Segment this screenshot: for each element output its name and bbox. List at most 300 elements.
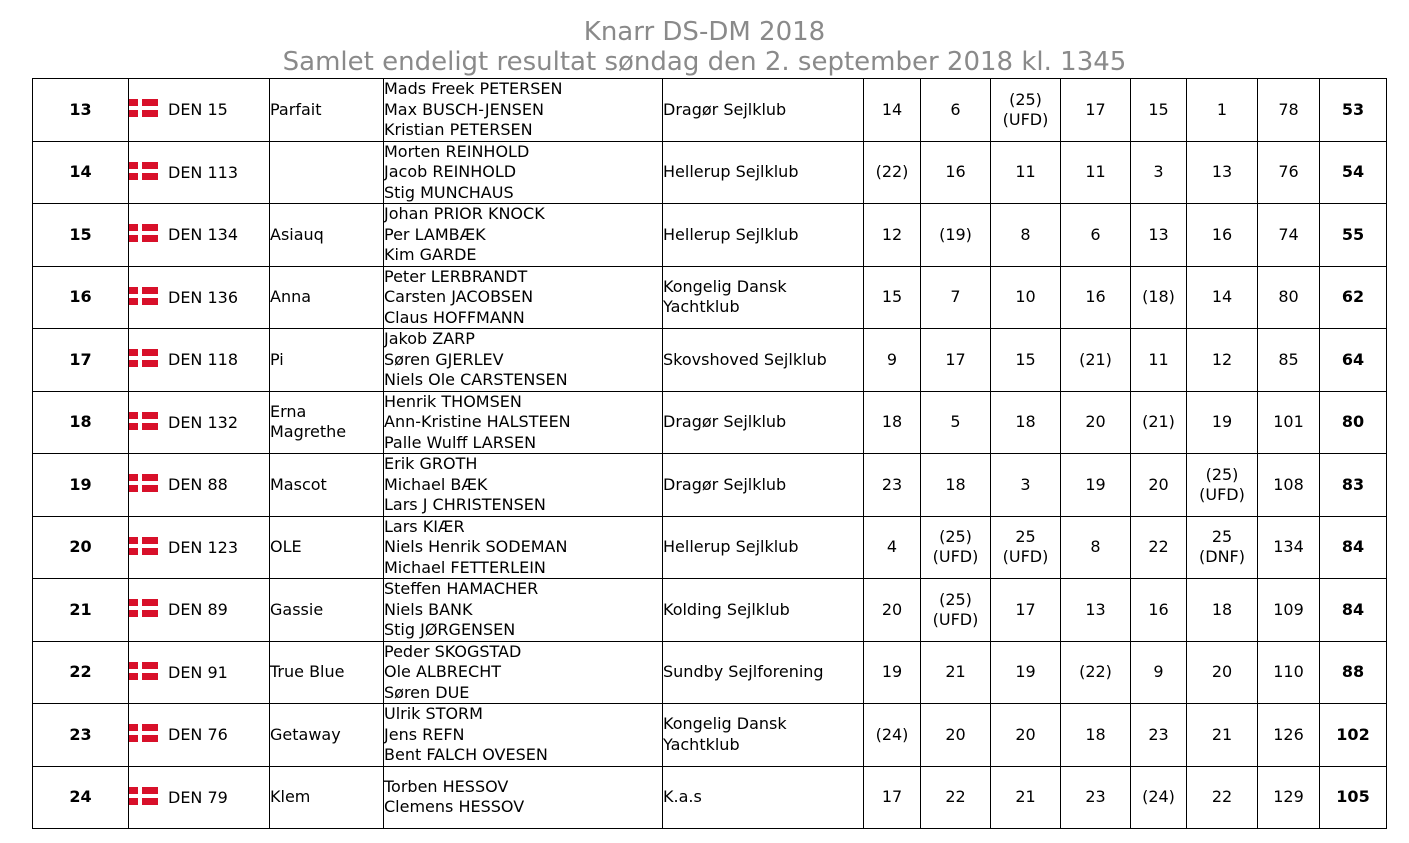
- race-3-score: [991, 141, 1061, 204]
- race-2-score: [921, 641, 991, 704]
- boat-name-line: Pi: [270, 349, 284, 369]
- club-cell: [663, 579, 864, 642]
- race-points: (21): [1079, 349, 1112, 369]
- race-points: 22: [1211, 787, 1233, 806]
- race-points: 25: [1015, 527, 1036, 547]
- club-name-line: Kongelig Dansk: [663, 276, 787, 296]
- race-6-score: [1187, 391, 1258, 454]
- club-cell: [663, 516, 864, 579]
- race-points: 20: [1211, 662, 1233, 682]
- race-points: 20: [945, 724, 966, 744]
- crew-member: Torben HESSOV: [384, 776, 509, 796]
- crew-member: Niels BANK: [384, 599, 473, 619]
- club-name-line: Hellerup Sejlklub: [663, 162, 799, 181]
- sail-cell: [129, 204, 270, 267]
- race-points: 11: [1015, 162, 1036, 182]
- boat-name-line: Anna: [270, 287, 312, 306]
- race-5-score: [1131, 704, 1187, 767]
- denmark-flag-icon: [129, 724, 158, 742]
- crew-member: Jakob ZARP: [384, 329, 475, 348]
- race-1-score: [864, 516, 921, 579]
- club-name-line: Dragør Sejlklub: [663, 412, 787, 431]
- race-3-score: [991, 704, 1061, 767]
- race-1-score: [864, 266, 921, 329]
- race-points: 17: [1015, 599, 1036, 619]
- race-3-score: [991, 516, 1061, 579]
- crew-member: Max BUSCH-JENSEN: [384, 99, 544, 119]
- race-5-score: [1131, 579, 1187, 642]
- race-points: 11: [1148, 349, 1169, 369]
- crew-member: Lars J CHRISTENSEN: [384, 495, 546, 514]
- race-4-score: [1061, 141, 1131, 204]
- race-points: 14: [881, 99, 903, 119]
- crew-member: Niels Henrik SODEMAN: [384, 537, 568, 556]
- sail-number: DEN 132: [168, 412, 239, 432]
- race-points: (22): [875, 162, 909, 182]
- race-6-score: [1187, 79, 1258, 142]
- race-points: 9: [886, 349, 898, 369]
- boat-name-line: Erna: [270, 401, 307, 421]
- club-name-line: Dragør Sejlklub: [663, 99, 787, 119]
- sail-cell: [129, 454, 270, 517]
- crew-member: Ann-Kristine HALSTEEN: [384, 412, 571, 431]
- denmark-flag-icon: [129, 412, 158, 430]
- race-4-score: [1061, 704, 1131, 767]
- race-points: 19: [1211, 412, 1233, 432]
- denmark-flag-icon: [129, 349, 158, 367]
- boat-name-cell: [270, 266, 384, 329]
- race-4-score: [1061, 516, 1131, 579]
- club-cell: [663, 766, 864, 828]
- race-points: 23: [881, 474, 903, 494]
- denmark-flag-icon: [129, 99, 158, 117]
- club-name-line: Yachtklub: [663, 297, 740, 317]
- page-title: Knarr DS-DM 2018: [583, 17, 826, 47]
- race-points: 19: [881, 662, 903, 682]
- sail-number: DEN 91: [168, 662, 228, 682]
- race-points: 15: [1015, 349, 1036, 369]
- boat-name-line: Asiauq: [270, 224, 324, 244]
- place-cell: 18: [33, 391, 129, 454]
- race-4-score: [1061, 579, 1131, 642]
- race-1-score: [864, 454, 921, 517]
- race-points: 25: [1211, 527, 1233, 547]
- race-points: 21: [945, 662, 966, 682]
- race-4-score: [1061, 641, 1131, 704]
- race-5-score: [1131, 266, 1187, 329]
- boat-name-cell: [270, 79, 384, 142]
- total-points-cell: 80: [1258, 266, 1320, 329]
- boat-name-cell: [270, 329, 384, 392]
- race-points: 13: [1148, 224, 1169, 244]
- boat-name-line: Mascot: [270, 474, 327, 494]
- denmark-flag-icon: [129, 787, 158, 805]
- club-name-line: K.a.s: [663, 786, 702, 806]
- total-points-cell: 108: [1258, 454, 1320, 517]
- race-points: 8: [1090, 537, 1101, 557]
- penalty-code: (UFD): [1002, 109, 1049, 129]
- sail-cell: [129, 329, 270, 392]
- club-cell: [663, 329, 864, 392]
- crew-member: Morten REINHOLD: [384, 141, 530, 161]
- race-3-score: [991, 641, 1061, 704]
- race-5-score: [1131, 516, 1187, 579]
- race-2-score: [921, 516, 991, 579]
- race-points: 8: [1020, 224, 1031, 244]
- total-points-cell: 109: [1258, 579, 1320, 642]
- race-points: 10: [1015, 287, 1036, 307]
- crew-member: Erik GROTH: [384, 454, 478, 473]
- race-points: 18: [1085, 724, 1106, 744]
- race-2-score: [921, 579, 991, 642]
- race-points: 19: [1015, 662, 1036, 682]
- place-cell: 13: [33, 79, 129, 142]
- crew-cell: [384, 579, 663, 642]
- sail-cell: [129, 266, 270, 329]
- race-points: 6: [1090, 224, 1101, 244]
- place-cell: 16: [33, 266, 129, 329]
- crew-cell: [384, 766, 663, 828]
- race-points: 3: [1153, 162, 1164, 182]
- table-row: [33, 266, 1387, 329]
- total-points-cell: 74: [1258, 204, 1320, 267]
- race-points: 21: [1211, 724, 1233, 744]
- crew-member: Stig MUNCHAUS: [384, 182, 514, 202]
- boat-name-line: Gassie: [270, 599, 324, 619]
- race-points: 5: [950, 412, 961, 432]
- denmark-flag-icon: [129, 474, 158, 492]
- race-4-score: [1061, 266, 1131, 329]
- race-4-score: [1061, 454, 1131, 517]
- race-2-score: [921, 329, 991, 392]
- total-points-cell: 129: [1258, 766, 1320, 828]
- sail-cell: [129, 516, 270, 579]
- sail-number: DEN 134: [168, 225, 239, 245]
- denmark-flag-icon: [129, 224, 158, 242]
- race-points: 18: [945, 474, 966, 494]
- race-1-score: [864, 141, 921, 204]
- total-points-cell: 110: [1258, 641, 1320, 704]
- race-3-score: [991, 266, 1061, 329]
- club-cell: [663, 204, 864, 267]
- race-points: 15: [881, 287, 903, 307]
- club-cell: [663, 454, 864, 517]
- race-points: 9: [1153, 662, 1164, 682]
- race-points: (24): [875, 724, 909, 744]
- crew-member: Bent FALCH OVESEN: [384, 745, 548, 764]
- race-5-score: [1131, 204, 1187, 267]
- race-1-score: [864, 79, 921, 142]
- net-points-cell: 80: [1320, 391, 1387, 454]
- race-3-score: [991, 579, 1061, 642]
- boat-name-line: Klem: [270, 786, 311, 806]
- sail-cell: [129, 579, 270, 642]
- race-3-score: [991, 766, 1061, 828]
- boat-name-line: OLE: [270, 537, 302, 556]
- crew-member: Steffen HAMACHER: [384, 579, 539, 598]
- total-points-cell: 85: [1258, 329, 1320, 392]
- race-5-score: [1131, 391, 1187, 454]
- crew-member: Henrik THOMSEN: [384, 391, 522, 411]
- net-points-cell: 53: [1320, 79, 1387, 142]
- crew-member: Peter LERBRANDT: [384, 266, 528, 286]
- sail-cell: [129, 391, 270, 454]
- crew-member: Kim GARDE: [384, 245, 477, 264]
- denmark-flag-icon: [129, 537, 158, 555]
- race-points: (18): [1142, 287, 1175, 307]
- race-points: 18: [1015, 412, 1036, 432]
- table-row: [33, 641, 1387, 704]
- race-points: 23: [1148, 724, 1169, 744]
- crew-cell: [384, 266, 663, 329]
- race-points: 13: [1085, 599, 1106, 619]
- sail-number: DEN 76: [168, 725, 228, 745]
- total-points-cell: 76: [1258, 141, 1320, 204]
- table-row: [33, 516, 1387, 579]
- net-points-cell: 64: [1320, 329, 1387, 392]
- crew-member: Ole ALBRECHT: [384, 662, 502, 681]
- place-cell: 15: [33, 204, 129, 267]
- crew-member: Michael FETTERLEIN: [384, 557, 546, 577]
- penalty-code: (UFD): [932, 609, 979, 629]
- penalty-code: (DNF): [1199, 547, 1245, 567]
- net-points-cell: 84: [1320, 579, 1387, 642]
- sail-cell: [129, 641, 270, 704]
- race-2-score: [921, 79, 991, 142]
- sail-number: DEN 123: [168, 537, 239, 557]
- table-row: [33, 329, 1387, 392]
- sail-cell: [129, 79, 270, 142]
- table-row: [33, 454, 1387, 517]
- race-points: 3: [1020, 474, 1031, 494]
- crew-cell: [384, 454, 663, 517]
- crew-cell: [384, 204, 663, 267]
- sail-number: DEN 15: [168, 100, 228, 120]
- race-6-score: [1187, 204, 1258, 267]
- crew-cell: [384, 79, 663, 142]
- race-5-score: [1131, 141, 1187, 204]
- crew-cell: [384, 641, 663, 704]
- race-6-score: [1187, 704, 1258, 767]
- crew-cell: [384, 141, 663, 204]
- race-6-score: [1187, 454, 1258, 517]
- crew-member: Ulrik STORM: [384, 704, 483, 723]
- table-row: [33, 579, 1387, 642]
- place-cell: 22: [33, 641, 129, 704]
- total-points-cell: 101: [1258, 391, 1320, 454]
- crew-member: Claus HOFFMANN: [384, 307, 525, 327]
- table-row: [33, 79, 1387, 142]
- sail-cell: [129, 141, 270, 204]
- race-points: 11: [1085, 162, 1106, 182]
- boat-name-cell: [270, 704, 384, 767]
- sail-number: DEN 79: [168, 787, 228, 807]
- race-2-score: [921, 141, 991, 204]
- race-points: 7: [950, 287, 961, 307]
- race-6-score: [1187, 766, 1258, 828]
- race-1-score: [864, 579, 921, 642]
- race-points: (21): [1142, 412, 1175, 432]
- race-6-score: [1187, 579, 1258, 642]
- race-points: 17: [881, 787, 903, 806]
- net-points-cell: 88: [1320, 641, 1387, 704]
- race-1-score: [864, 704, 921, 767]
- sail-number: DEN 113: [168, 162, 239, 182]
- race-2-score: [921, 204, 991, 267]
- crew-member: Søren DUE: [384, 682, 470, 702]
- race-points: 16: [1148, 599, 1169, 619]
- place-cell: 21: [33, 579, 129, 642]
- race-1-score: [864, 391, 921, 454]
- club-name-line: Hellerup Sejlklub: [663, 537, 799, 556]
- crew-member: Mads Freek PETERSEN: [384, 79, 563, 98]
- race-points: (25): [1205, 464, 1239, 484]
- race-2-score: [921, 704, 991, 767]
- race-1-score: [864, 204, 921, 267]
- crew-member: Johan PRIOR KNOCK: [384, 204, 545, 223]
- results-table: [32, 78, 1387, 829]
- results-body: [33, 79, 1387, 829]
- race-1-score: [864, 766, 921, 828]
- race-5-score: [1131, 329, 1187, 392]
- race-6-score: [1187, 641, 1258, 704]
- sail-number: DEN 89: [168, 600, 228, 620]
- page-subtitle: Samlet endeligt resultat søndag den 2. september 2018 kl. 1345: [282, 47, 1127, 77]
- crew-member: Peder SKOGSTAD: [384, 641, 522, 661]
- boat-name-cell: [270, 516, 384, 579]
- race-3-score: [991, 391, 1061, 454]
- boat-name-cell: [270, 766, 384, 828]
- club-cell: [663, 704, 864, 767]
- net-points-cell: 55: [1320, 204, 1387, 267]
- race-1-score: [864, 329, 921, 392]
- race-3-score: [991, 454, 1061, 517]
- race-6-score: [1187, 141, 1258, 204]
- crew-cell: [384, 329, 663, 392]
- table-row: [33, 204, 1387, 267]
- race-5-score: [1131, 641, 1187, 704]
- race-5-score: [1131, 454, 1187, 517]
- race-2-score: [921, 266, 991, 329]
- race-points: 17: [945, 349, 966, 369]
- place-cell: 19: [33, 454, 129, 517]
- boat-name-cell: [270, 391, 384, 454]
- race-points: 19: [1085, 474, 1106, 494]
- table-row: [33, 141, 1387, 204]
- race-points: 17: [1085, 99, 1106, 119]
- table-row: [33, 766, 1387, 828]
- race-points: 20: [1085, 412, 1106, 432]
- total-points-cell: 134: [1258, 516, 1320, 579]
- net-points-cell: 62: [1320, 266, 1387, 329]
- club-name-line: Dragør Sejlklub: [663, 474, 787, 494]
- denmark-flag-icon: [129, 162, 158, 180]
- race-3-score: [991, 329, 1061, 392]
- boat-name-line: Getaway: [270, 724, 341, 744]
- denmark-flag-icon: [129, 287, 158, 305]
- club-name-line: Sundby Sejlforening: [663, 662, 824, 681]
- race-4-score: [1061, 79, 1131, 142]
- race-points: 16: [945, 162, 966, 182]
- race-3-score: [991, 204, 1061, 267]
- race-points: (24): [1142, 787, 1175, 806]
- crew-member: Jens REFN: [384, 724, 465, 744]
- club-name-line: Kongelig Dansk: [663, 714, 787, 734]
- total-points-cell: 78: [1258, 79, 1320, 142]
- race-4-score: [1061, 391, 1131, 454]
- boat-name-line: Magrethe: [270, 422, 347, 442]
- crew-member: Kristian PETERSEN: [384, 120, 533, 139]
- place-cell: 23: [33, 704, 129, 767]
- race-points: 12: [881, 224, 903, 244]
- race-points: (19): [939, 224, 972, 244]
- crew-member: Lars KIÆR: [384, 516, 465, 536]
- race-3-score: [991, 79, 1061, 142]
- race-5-score: [1131, 79, 1187, 142]
- club-name-line: Hellerup Sejlklub: [663, 224, 799, 244]
- boat-name-cell: [270, 204, 384, 267]
- race-points: (22): [1079, 662, 1112, 682]
- club-name-line: Skovshoved Sejlklub: [663, 349, 827, 369]
- penalty-code: (UFD): [932, 547, 979, 567]
- sail-number: DEN 118: [168, 350, 239, 370]
- race-points: 14: [1211, 287, 1233, 307]
- race-points: 20: [1015, 724, 1036, 744]
- club-name-line: Kolding Sejlklub: [663, 599, 790, 619]
- race-4-score: [1061, 766, 1131, 828]
- club-cell: [663, 266, 864, 329]
- table-row: [33, 391, 1387, 454]
- boat-name-cell: [270, 641, 384, 704]
- table-row: [33, 704, 1387, 767]
- penalty-code: (UFD): [1199, 484, 1245, 504]
- sail-number: DEN 88: [168, 475, 228, 495]
- place-cell: 24: [33, 766, 129, 828]
- race-points: 22: [1148, 537, 1169, 557]
- race-points: 15: [1148, 99, 1169, 119]
- boat-name-line: Parfait: [270, 99, 322, 119]
- race-points: 20: [1148, 474, 1169, 494]
- race-points: 16: [1211, 224, 1233, 244]
- race-6-score: [1187, 266, 1258, 329]
- boat-name-cell: [270, 579, 384, 642]
- race-1-score: [864, 641, 921, 704]
- sail-number: DEN 136: [168, 287, 239, 307]
- race-2-score: [921, 391, 991, 454]
- crew-member: Jacob REINHOLD: [384, 162, 517, 181]
- crew-member: Michael BÆK: [384, 474, 488, 494]
- race-points: 4: [886, 537, 898, 557]
- place-cell: 20: [33, 516, 129, 579]
- race-points: 18: [881, 412, 903, 432]
- crew-member: Per LAMBÆK: [384, 224, 486, 244]
- club-cell: [663, 141, 864, 204]
- race-points: 18: [1211, 599, 1233, 619]
- net-points-cell: 84: [1320, 516, 1387, 579]
- race-points: 21: [1015, 787, 1036, 806]
- crew-member: Clemens HESSOV: [384, 797, 525, 816]
- boat-name-cell: [270, 141, 384, 204]
- sail-cell: [129, 766, 270, 828]
- club-cell: [663, 391, 864, 454]
- crew-cell: [384, 704, 663, 767]
- race-6-score: [1187, 516, 1258, 579]
- penalty-code: (UFD): [1002, 547, 1049, 567]
- denmark-flag-icon: [129, 662, 158, 680]
- race-points: 6: [950, 99, 961, 119]
- club-cell: [663, 641, 864, 704]
- race-2-score: [921, 766, 991, 828]
